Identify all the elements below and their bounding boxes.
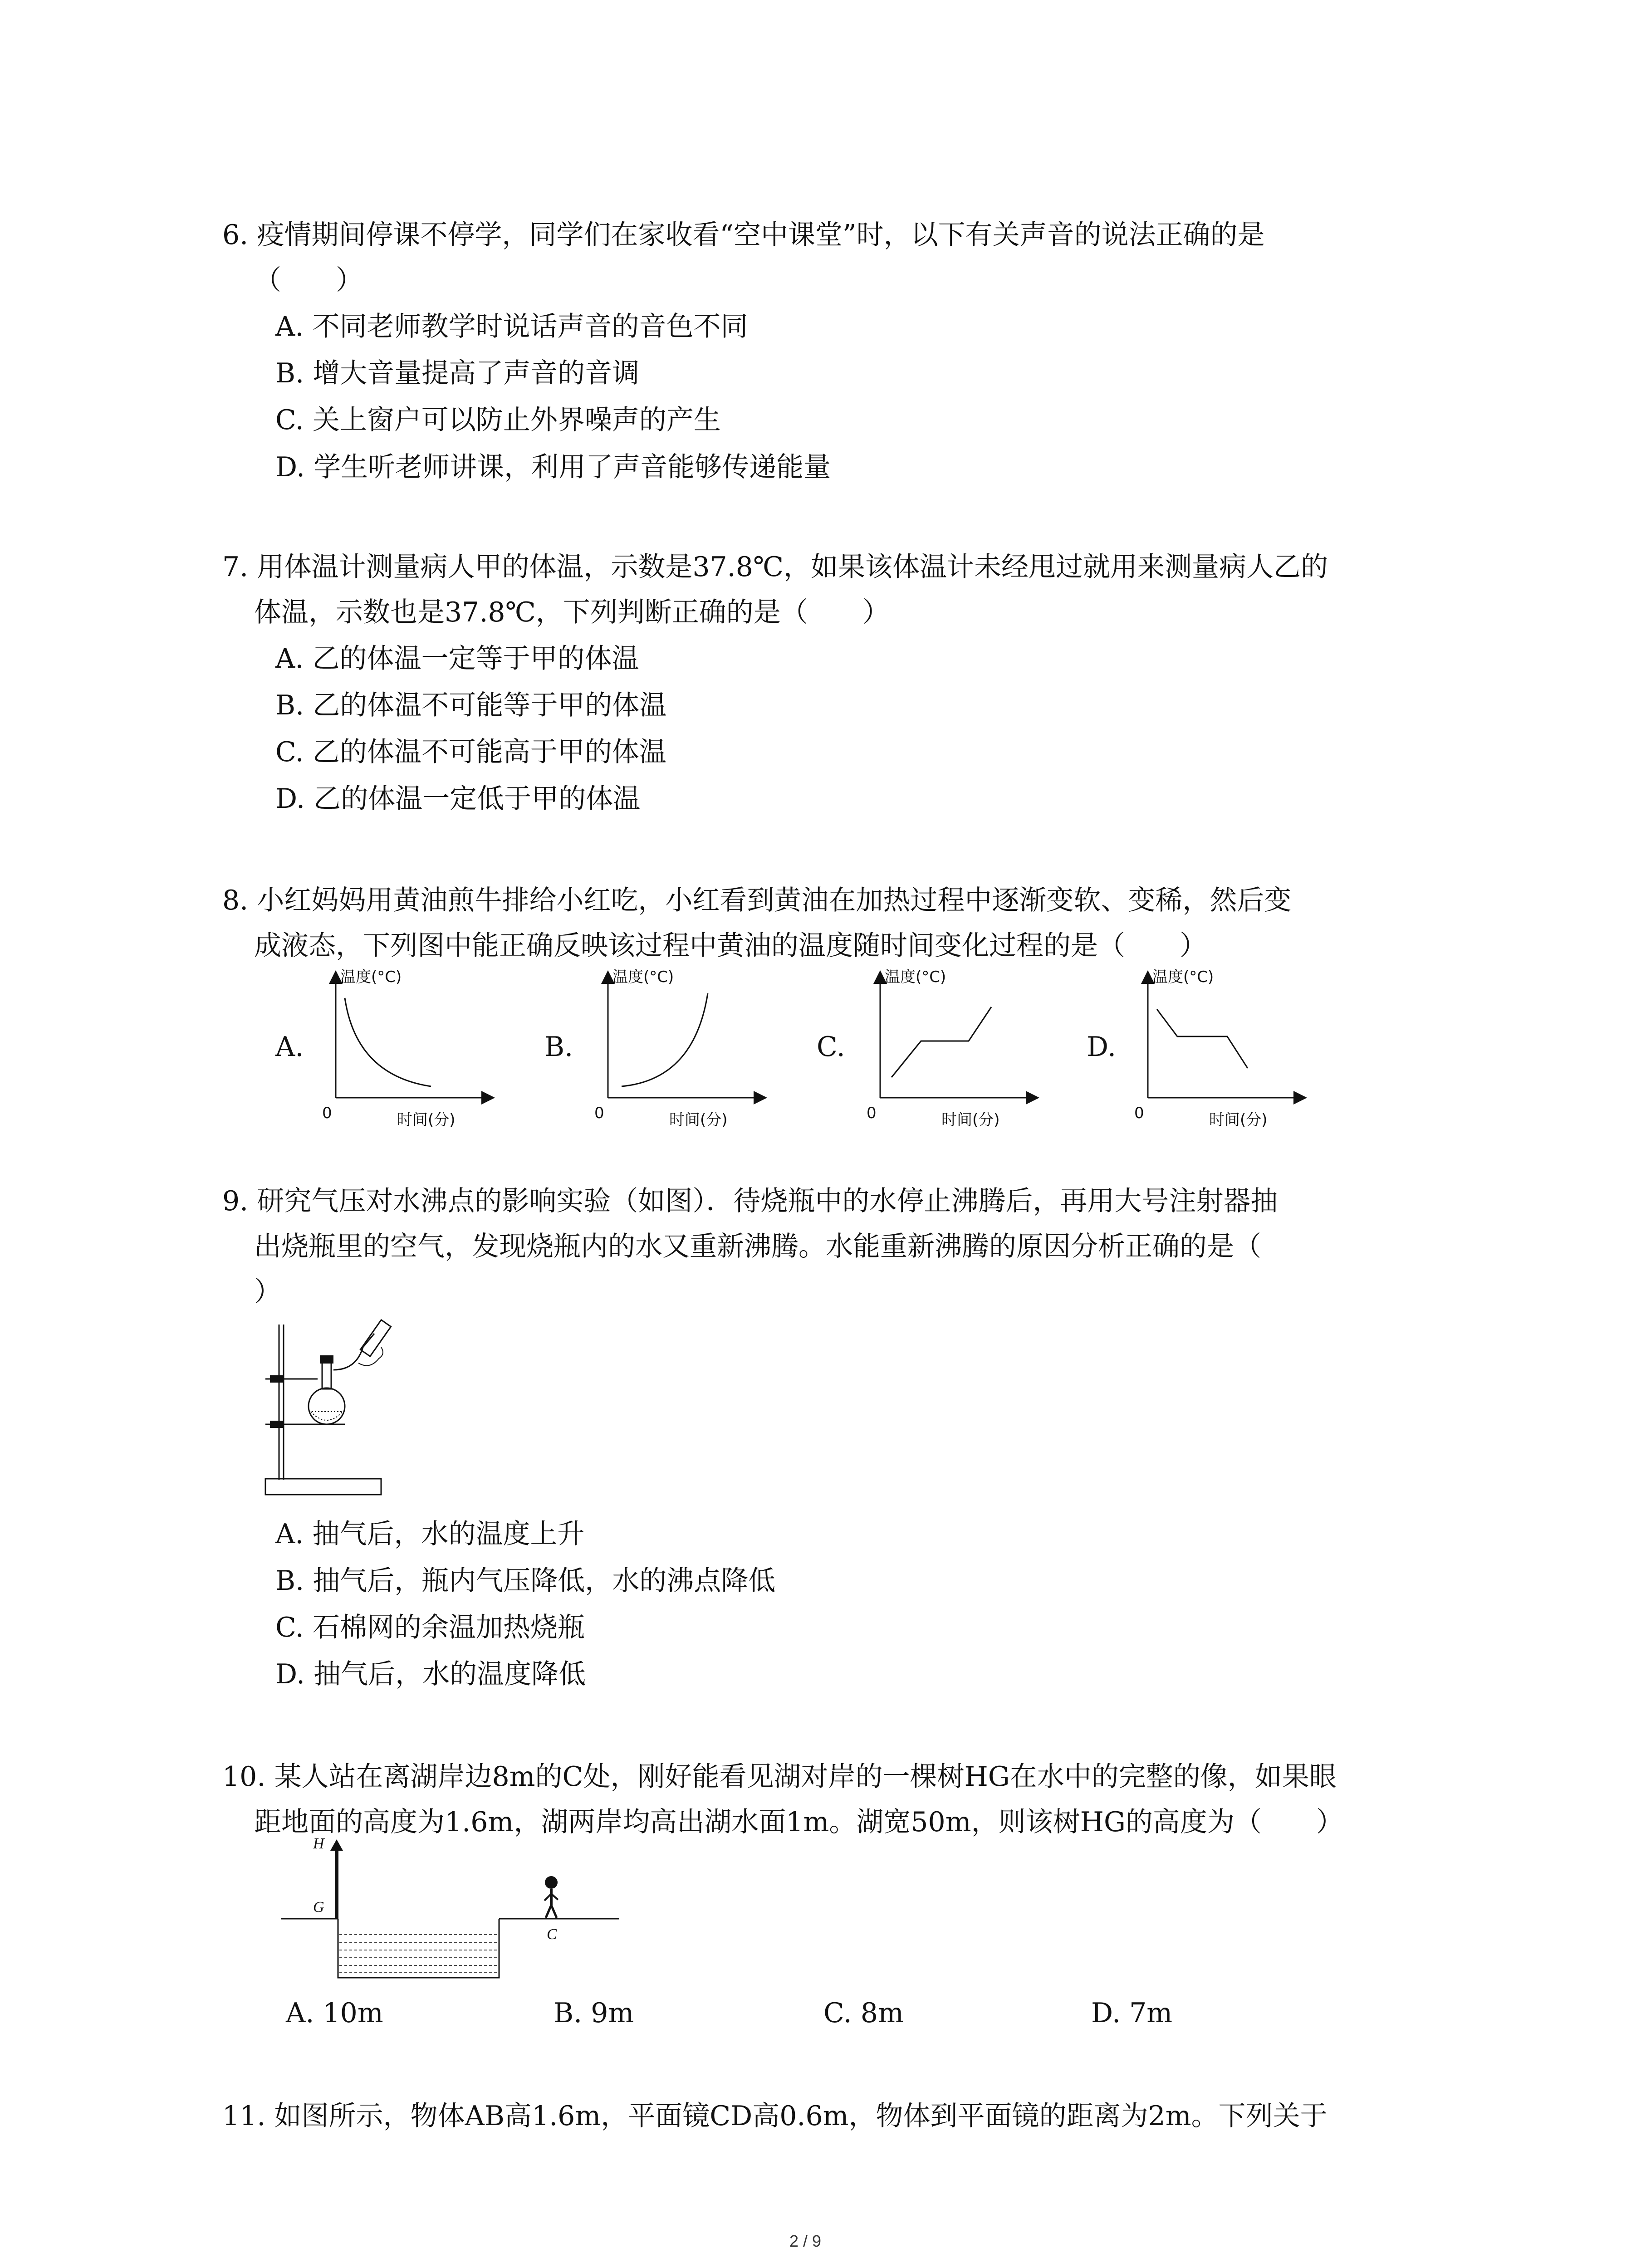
- q9-option-b: B. 抽气后，瓶内气压降低，水的沸点降低: [275, 1565, 776, 1597]
- q8-graph-b-ylabel: 温度(°C): [612, 968, 674, 986]
- q9-boiling-apparatus-figure: [254, 1315, 399, 1506]
- q8-graph-d-origin: 0: [1134, 1104, 1144, 1122]
- q8-graph-a: [313, 962, 504, 1129]
- q9-option-a: A. 抽气后，水的温度上升: [275, 1518, 585, 1550]
- q7-option-c: C. 乙的体温不可能高于甲的体温: [275, 736, 666, 768]
- q7-stem-line1: 7. 用体温计测量病人甲的体温，示数是37.8℃，如果该体温计未经甩过就用来测量病人乙的: [222, 551, 1328, 583]
- q8-option-c-label: C.: [817, 1031, 845, 1063]
- page-number: 2 / 9: [789, 2232, 822, 2250]
- q6-stem-line1: 6. 疫情期间停课不停学，同学们在家收看“空中课堂”时，以下有关声音的说法正确的是: [222, 219, 1265, 251]
- q6-option-b: B. 增大音量提高了声音的音调: [275, 357, 640, 389]
- q8-stem-line2: 成液态，下列图中能正确反映该过程中黄油的温度随时间变化过程的是（ ）: [254, 930, 1207, 962]
- q8-graph-d: [1125, 962, 1316, 1129]
- q8-stem-line1: 8. 小红妈妈用黄油煎牛排给小红吃，小红看到黄油在加热过程中逐渐变软、变稀，然后变: [222, 885, 1292, 916]
- q6-option-a: A. 不同老师教学时说话声音的音色不同: [275, 311, 748, 342]
- q9-stem-line3: ）: [254, 1276, 281, 1308]
- q7-option-d: D. 乙的体温一定低于甲的体温: [275, 783, 641, 815]
- q7-option-b: B. 乙的体温不可能等于甲的体温: [275, 689, 667, 721]
- q10-label-c: C: [547, 1926, 557, 1943]
- q8-graph-b-origin: 0: [594, 1104, 604, 1122]
- q10-lake-tree-figure: [277, 1837, 626, 1982]
- q7-stem-line2: 体温，示数也是37.8℃，下列判断正确的是（ ）: [254, 596, 890, 628]
- q9-stem-line2: 出烧瓶里的空气，发现烧瓶内的水又重新沸腾。水能重新沸腾的原因分析正确的是（: [254, 1231, 1261, 1262]
- q8-graph-b: [585, 962, 776, 1129]
- q8-option-a-label: A.: [275, 1031, 304, 1063]
- q8-graph-c-ylabel: 温度(°C): [885, 968, 946, 986]
- q10-stem-line2: 距地面的高度为1.6m，湖两岸均高出湖水面1m。湖宽50m，则该树HG的高度为（ ）: [254, 1806, 1343, 1838]
- q10-label-g: G: [313, 1899, 324, 1916]
- q10-option-d: D. 7m: [1091, 1997, 1173, 2029]
- q10-person-icon: [544, 1876, 558, 1918]
- q8-graph-a-origin: 0: [322, 1104, 332, 1122]
- q8-graph-d-ylabel: 温度(°C): [1152, 968, 1214, 986]
- q10-label-h: H: [313, 1835, 324, 1852]
- q9-option-c: C. 石棉网的余温加热烧瓶: [275, 1612, 585, 1643]
- q8-option-b-label: B.: [544, 1031, 573, 1063]
- q6-option-c: C. 关上窗户可以防止外界噪声的产生: [275, 404, 721, 436]
- q6-option-d: D. 学生听老师讲课，利用了声音能够传递能量: [275, 451, 831, 483]
- q6-stem-line2: （ ）: [254, 264, 363, 296]
- q7-option-a: A. 乙的体温一定等于甲的体温: [275, 643, 639, 675]
- q11-stem-line1: 11. 如图所示，物体AB高1.6m，平面镜CD高0.6m，物体到平面镜的距离为2m。下列关于: [222, 2100, 1327, 2132]
- q8-graph-a-xlabel: 时间(分): [397, 1111, 456, 1129]
- q10-option-b: B. 9m: [554, 1997, 634, 2029]
- q8-graph-d-xlabel: 时间(分): [1209, 1111, 1268, 1129]
- q10-option-a: A. 10m: [286, 1997, 383, 2029]
- q8-option-d-label: D.: [1087, 1031, 1117, 1063]
- q9-option-d: D. 抽气后，水的温度降低: [275, 1658, 586, 1690]
- q8-graph-c-xlabel: 时间(分): [941, 1111, 1000, 1129]
- q8-graph-b-xlabel: 时间(分): [669, 1111, 728, 1129]
- q8-graph-c-origin: 0: [867, 1104, 877, 1122]
- q10-option-c: C. 8m: [823, 1997, 904, 2029]
- q10-stem-line1: 10. 某人站在离湖岸边8m的C处，刚好能看见湖对岸的一棵树HG在水中的完整的像，如果眼: [222, 1761, 1337, 1793]
- q9-stem-line1: 9. 研究气压对水沸点的影响实验（如图）．待烧瓶中的水停止沸腾后，再用大号注射器抽: [222, 1185, 1278, 1217]
- q8-graph-a-ylabel: 温度(°C): [340, 968, 402, 986]
- q8-graph-c: [857, 962, 1048, 1129]
